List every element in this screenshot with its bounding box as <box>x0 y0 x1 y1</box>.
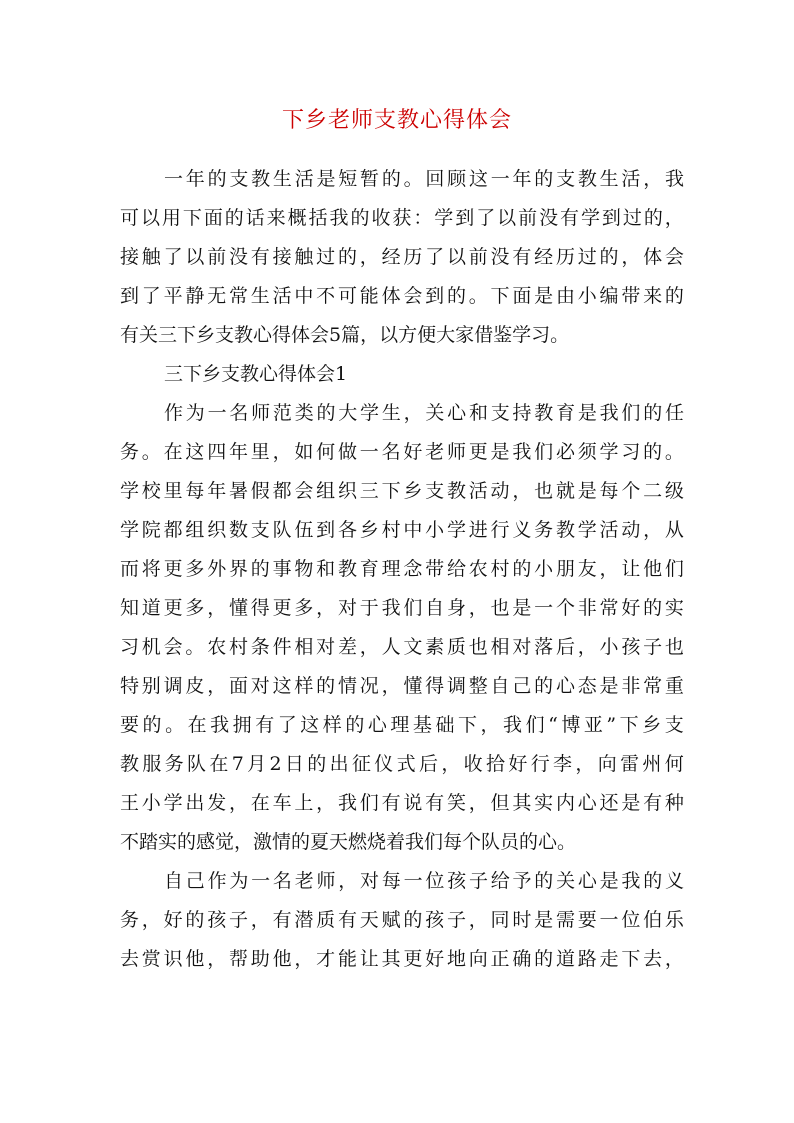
line-chars: 习 机 会 。 农 村 条 件 相 对 差 ， 人 文 素 质 也 相 对 落 后 ， 小 孩 子 也 <box>120 636 684 658</box>
line-chars: 教 服 务 队 在 7 月 2 日 的 出 征 仪 式 后 ， 收 拾 好 行 李 ， 向 雷 州 何 <box>120 753 684 775</box>
body-line <box>120 628 684 667</box>
body-line <box>120 433 684 472</box>
body-line <box>120 667 684 706</box>
body-line <box>120 511 684 550</box>
body-line <box>120 784 684 823</box>
document-body <box>120 160 684 979</box>
document-title: 下乡老师支教心得体会 <box>281 108 512 133</box>
line-chars: 可 以 用 下 面 的 话 来 概 括 我 的 收 获 ： 学 到 了 以 前 没 有 学 到 过 的 ， <box>120 207 684 229</box>
line-chars: 到 了 平 静 无 常 生 活 中 不 可 能 体 会 到 的 。 下 面 是 由 小 编 带 来 的 <box>120 285 684 307</box>
line-chars: 务 。 在 这 四 年 里 ， 如 何 做 一 名 好 老 师 更 是 我 们 必 须 学 习 的 。 <box>120 441 684 463</box>
line-chars: 接 触 了 以 前 没 有 接 触 过 的 ， 经 历 了 以 前 没 有 经 历 过 的 ， 体 会 <box>120 246 684 268</box>
line-chars: 王 小 学 出 发 ， 在 车 上 ， 我 们 有 说 有 笑 ， 但 其 实 内 心 还 是 有 种 <box>120 792 684 814</box>
line-chars: 自 己 作 为 一 名 老 师 ， 对 每 一 位 孩 子 给 予 的 关 心 是 我 的 义 <box>164 870 684 892</box>
line-chars: 作 为 一 名 师 范 类 的 大 学 生 ， 关 心 和 支 持 教 育 是 我 们 的 任 <box>164 402 684 424</box>
line-chars: 学 院 都 组 织 数 支 队 伍 到 各 乡 村 中 小 学 进 行 义 务 教 学 活 动 ， 从 <box>120 519 684 541</box>
body-line <box>120 472 684 511</box>
line-chars: 特 别 调 皮 ， 面 对 这 样 的 情 况 ， 懂 得 调 整 自 己 的 心 态 是 非 常 重 <box>120 675 684 697</box>
line-chars: 去 赏 识 他 ， 帮 助 他 ， 才 能 让 其 更 好 地 向 正 确 的 道 路 走 下 去 ， <box>120 948 684 970</box>
body-line <box>120 199 684 238</box>
body-line <box>120 745 684 784</box>
body-line <box>120 160 684 199</box>
body-line: 有关三下乡支教心得体会5篇，以方便大家借鉴学习。 <box>120 324 570 346</box>
line-chars: 务 ， 好 的 孩 子 ， 有 潜 质 有 天 赋 的 孩 子 ， 同 时 是 需 要 一 位 伯 乐 <box>120 909 684 931</box>
body-line <box>120 589 684 628</box>
line-chars: 知 道 更 多 ， 懂 得 更 多 ， 对 于 我 们 自 身 ， 也 是 一 个 非 常 好 的 实 <box>120 597 684 619</box>
body-line <box>120 901 684 940</box>
body-line <box>120 550 684 589</box>
line-chars: 要 的 。 在 我 拥 有 了 这 样 的 心 理 基 础 下 ， 我 们 “ 博 亚 ” 下 乡 支 <box>120 714 684 736</box>
line-chars: 而 将 更 多 外 界 的 事 物 和 教 育 理 念 带 给 农 村 的 小 朋 友 ， 让 他 们 <box>120 558 684 580</box>
body-line <box>120 394 684 433</box>
body-line <box>120 862 684 901</box>
body-line <box>120 277 684 316</box>
line-chars: 一 年 的 支 教 生 活 是 短 暂 的 。 回 顾 这 一 年 的 支 教 生 活 ， 我 <box>164 168 684 190</box>
body-line: 三下乡支教心得体会1 <box>164 363 348 385</box>
body-line <box>120 940 684 979</box>
line-chars: 学 校 里 每 年 暑 假 都 会 组 织 三 下 乡 支 教 活 动 ， 也 就 是 每 个 二 级 <box>120 480 684 502</box>
body-line <box>120 238 684 277</box>
body-line <box>120 706 684 745</box>
body-line: 不踏实的感觉，激情的夏天燃烧着我们每个队员的心。 <box>120 831 577 853</box>
